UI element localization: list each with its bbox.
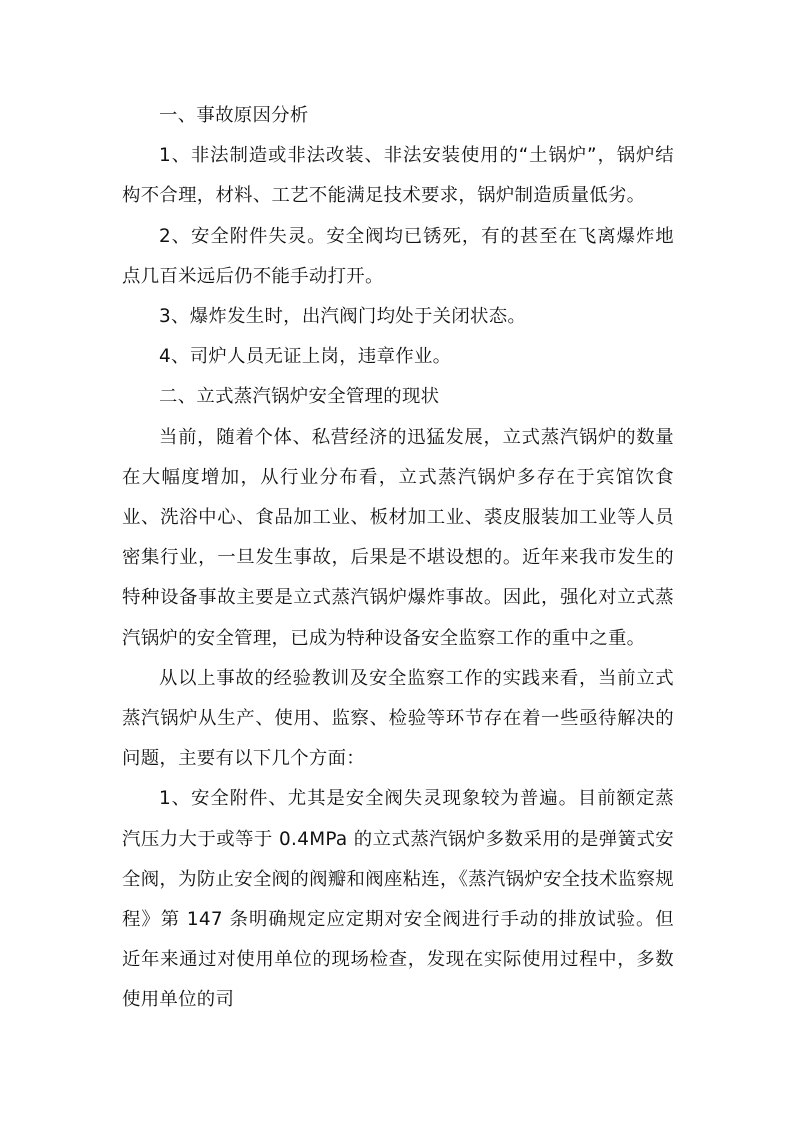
section-heading-management-status: 二、立式蒸汽锅炉安全管理的现状 (159, 386, 440, 408)
paragraph-current-situation: 当前，随着个体、私营经济的迅猛发展，立式蒸汽锅炉的数量在大幅度增加，从行业分布看，立式蒸汽锅炉多存在于宾馆饮食业、洗浴中心、食品加工业、板材加工业、裘皮服装加工业等人员密集行业，一旦发生事故，后果是不堪设想的。近年来我市发生的特种设备事故主要是立式蒸汽锅炉爆炸事故。因此，强化对立式蒸汽锅炉的安全管理，已成为特种设备安全监察工作的重中之重。 (122, 426, 674, 649)
paragraph-problems-intro: 从以上事故的经验教训及安全监察工作的实践来看，当前立式蒸汽锅炉从生产、使用、监察、检验等环节存在着一些亟待解决的问题，主要有以下几个方面： (122, 667, 674, 770)
document-body (122, 96, 674, 1021)
section-heading-accident-causes: 一、事故原因分析 (159, 105, 309, 126)
paragraph-cause-3: 3、爆炸发生时，出汽阀门均处于关闭状态。 (159, 306, 527, 328)
paragraph-cause-4: 4、司炉人员无证上岗，违章作业。 (159, 346, 452, 368)
paragraph-problem-1: 1、安全附件、尤其是安全阀失灵现象较为普遍。目前额定蒸汽压力大于或等于 0.4MPa 的立式蒸汽锅炉多数采用的是弹簧式安全阀，为防止安全阀的阀瓣和阀座粘连，《蒸汽锅炉安全技术监察规程》第 147 条明确规定应定期对安全阀进行手动的排放试验。但近年来通过对使用单位的现场检查，发现在实际使用过程中，多数使用单位的司 (122, 788, 674, 1011)
paragraph-cause-1: 1、非法制造或非法改装、非法安装使用的“土锅炉”，锅炉结构不合理，材料、工艺不能满足技术要求，锅炉制造质量低劣。 (122, 145, 674, 207)
paragraph-cause-2: 2、安全附件失灵。安全阀均已锈死，有的甚至在飞离爆炸地点几百米远后仍不能手动打开。 (122, 225, 674, 287)
